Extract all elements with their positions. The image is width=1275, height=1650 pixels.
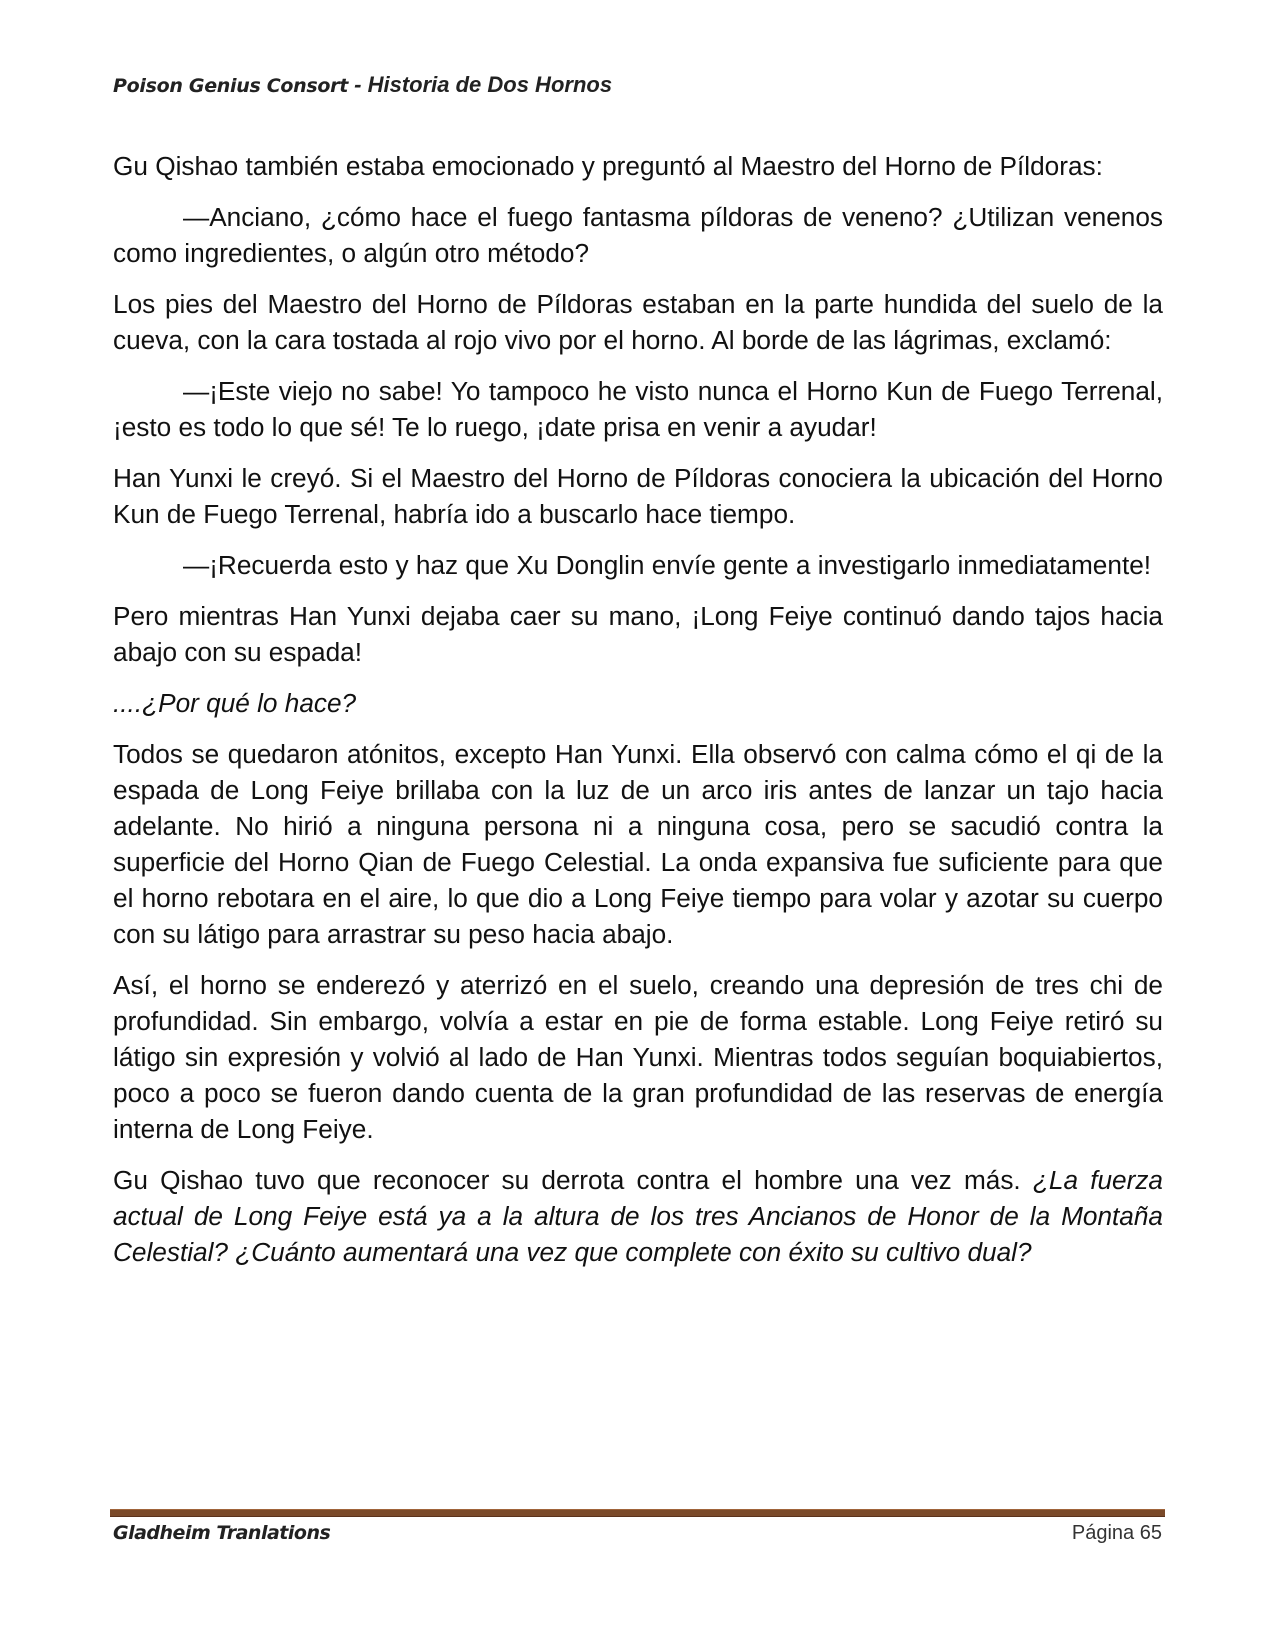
footer-translator: Gladheim Tranlations: [113, 1522, 331, 1544]
footer-divider: [110, 1509, 1165, 1517]
page-body: [113, 148, 1163, 1285]
header-series-title: Poison Genius Consort: [113, 75, 349, 97]
paragraph: Gu Qishao también estaba emocionado y preguntó al Maestro del Horno de Píldoras:: [113, 151, 1103, 181]
header-separator: -: [348, 72, 368, 97]
paragraph: Todos se quedaron atónitos, excepto Han Yunxi. Ella observó con calma cómo el qi de la espada de Long Feiye brillaba con la luz de un arco iris antes de lanzar un tajo hacia adelante. No hirió a ninguna persona ni a ninguna cosa, pero se sacudió contra la superficie del Horno Qian de Fuego Celestial. La onda expansiva fue suficiente para que el horno rebotara en el aire, lo que dio a Long Feiye tiempo para volar y azotar su cuerpo con su látigo para arrastrar su peso hacia abajo.: [113, 739, 1163, 949]
paragraph: Los pies del Maestro del Horno de Píldoras estaban en la parte hundida del suelo de la cueva, con la cara tostada al rojo vivo por el horno. Al borde de las lágrimas, exclamó:: [113, 289, 1163, 355]
paragraph: Así, el horno se enderezó y aterrizó en el suelo, creando una depresión de tres chi de profundidad. Sin embargo, volvía a estar en pie de forma estable. Long Feiye retiró su látigo sin expresión y volvió al lado de Han Yunxi. Mientras todos seguían boquiabiertos, poco a poco se fueron dando cuenta de la gran profundidad de las reservas de energía interna de Long Feiye.: [113, 970, 1163, 1144]
paragraph: Han Yunxi le creyó. Si el Maestro del Horno de Píldoras conociera la ubicación del Horno Kun de Fuego Terrenal, habría ido a buscarlo hace tiempo.: [113, 463, 1163, 529]
dialogue-paragraph: —Anciano, ¿cómo hace el fuego fantasma píldoras de veneno? ¿Utilizan venenos como ingredientes, o algún otro método?: [113, 202, 1163, 268]
paragraph: Pero mientras Han Yunxi dejaba caer su mano, ¡Long Feiye continuó dando tajos hacia abajo con su espada!: [113, 601, 1163, 667]
paragraph: [113, 1162, 1163, 1270]
page-number-value: 65: [1139, 1522, 1162, 1544]
dialogue-paragraph: —¡Recuerda esto y haz que Xu Donglin envíe gente a investigarlo inmediatamente!: [183, 550, 1152, 580]
paragraph-thought: ¿La fuerza actual de Long Feiye está ya a la altura de los tres Ancianos de Honor de la Montaña Celestial? ¿Cuánto aumentará una vez que complete con éxito su cultivo dual?: [113, 1165, 1163, 1267]
header-chapter-title: Historia de Dos Hornos: [367, 72, 613, 97]
page-number: [1072, 1522, 1162, 1545]
page-label: Página: [1071, 1522, 1135, 1544]
thought-paragraph: ....¿Por qué lo hace?: [113, 688, 357, 718]
paragraph-text: Gu Qishao tuvo que reconocer su derrota contra el hombre una vez más.: [113, 1165, 1033, 1195]
page-header: [113, 72, 612, 98]
dialogue-paragraph: —¡Este viejo no sabe! Yo tampoco he visto nunca el Horno Kun de Fuego Terrenal, ¡esto es todo lo que sé! Te lo ruego, ¡date prisa en venir a ayudar!: [113, 376, 1163, 442]
